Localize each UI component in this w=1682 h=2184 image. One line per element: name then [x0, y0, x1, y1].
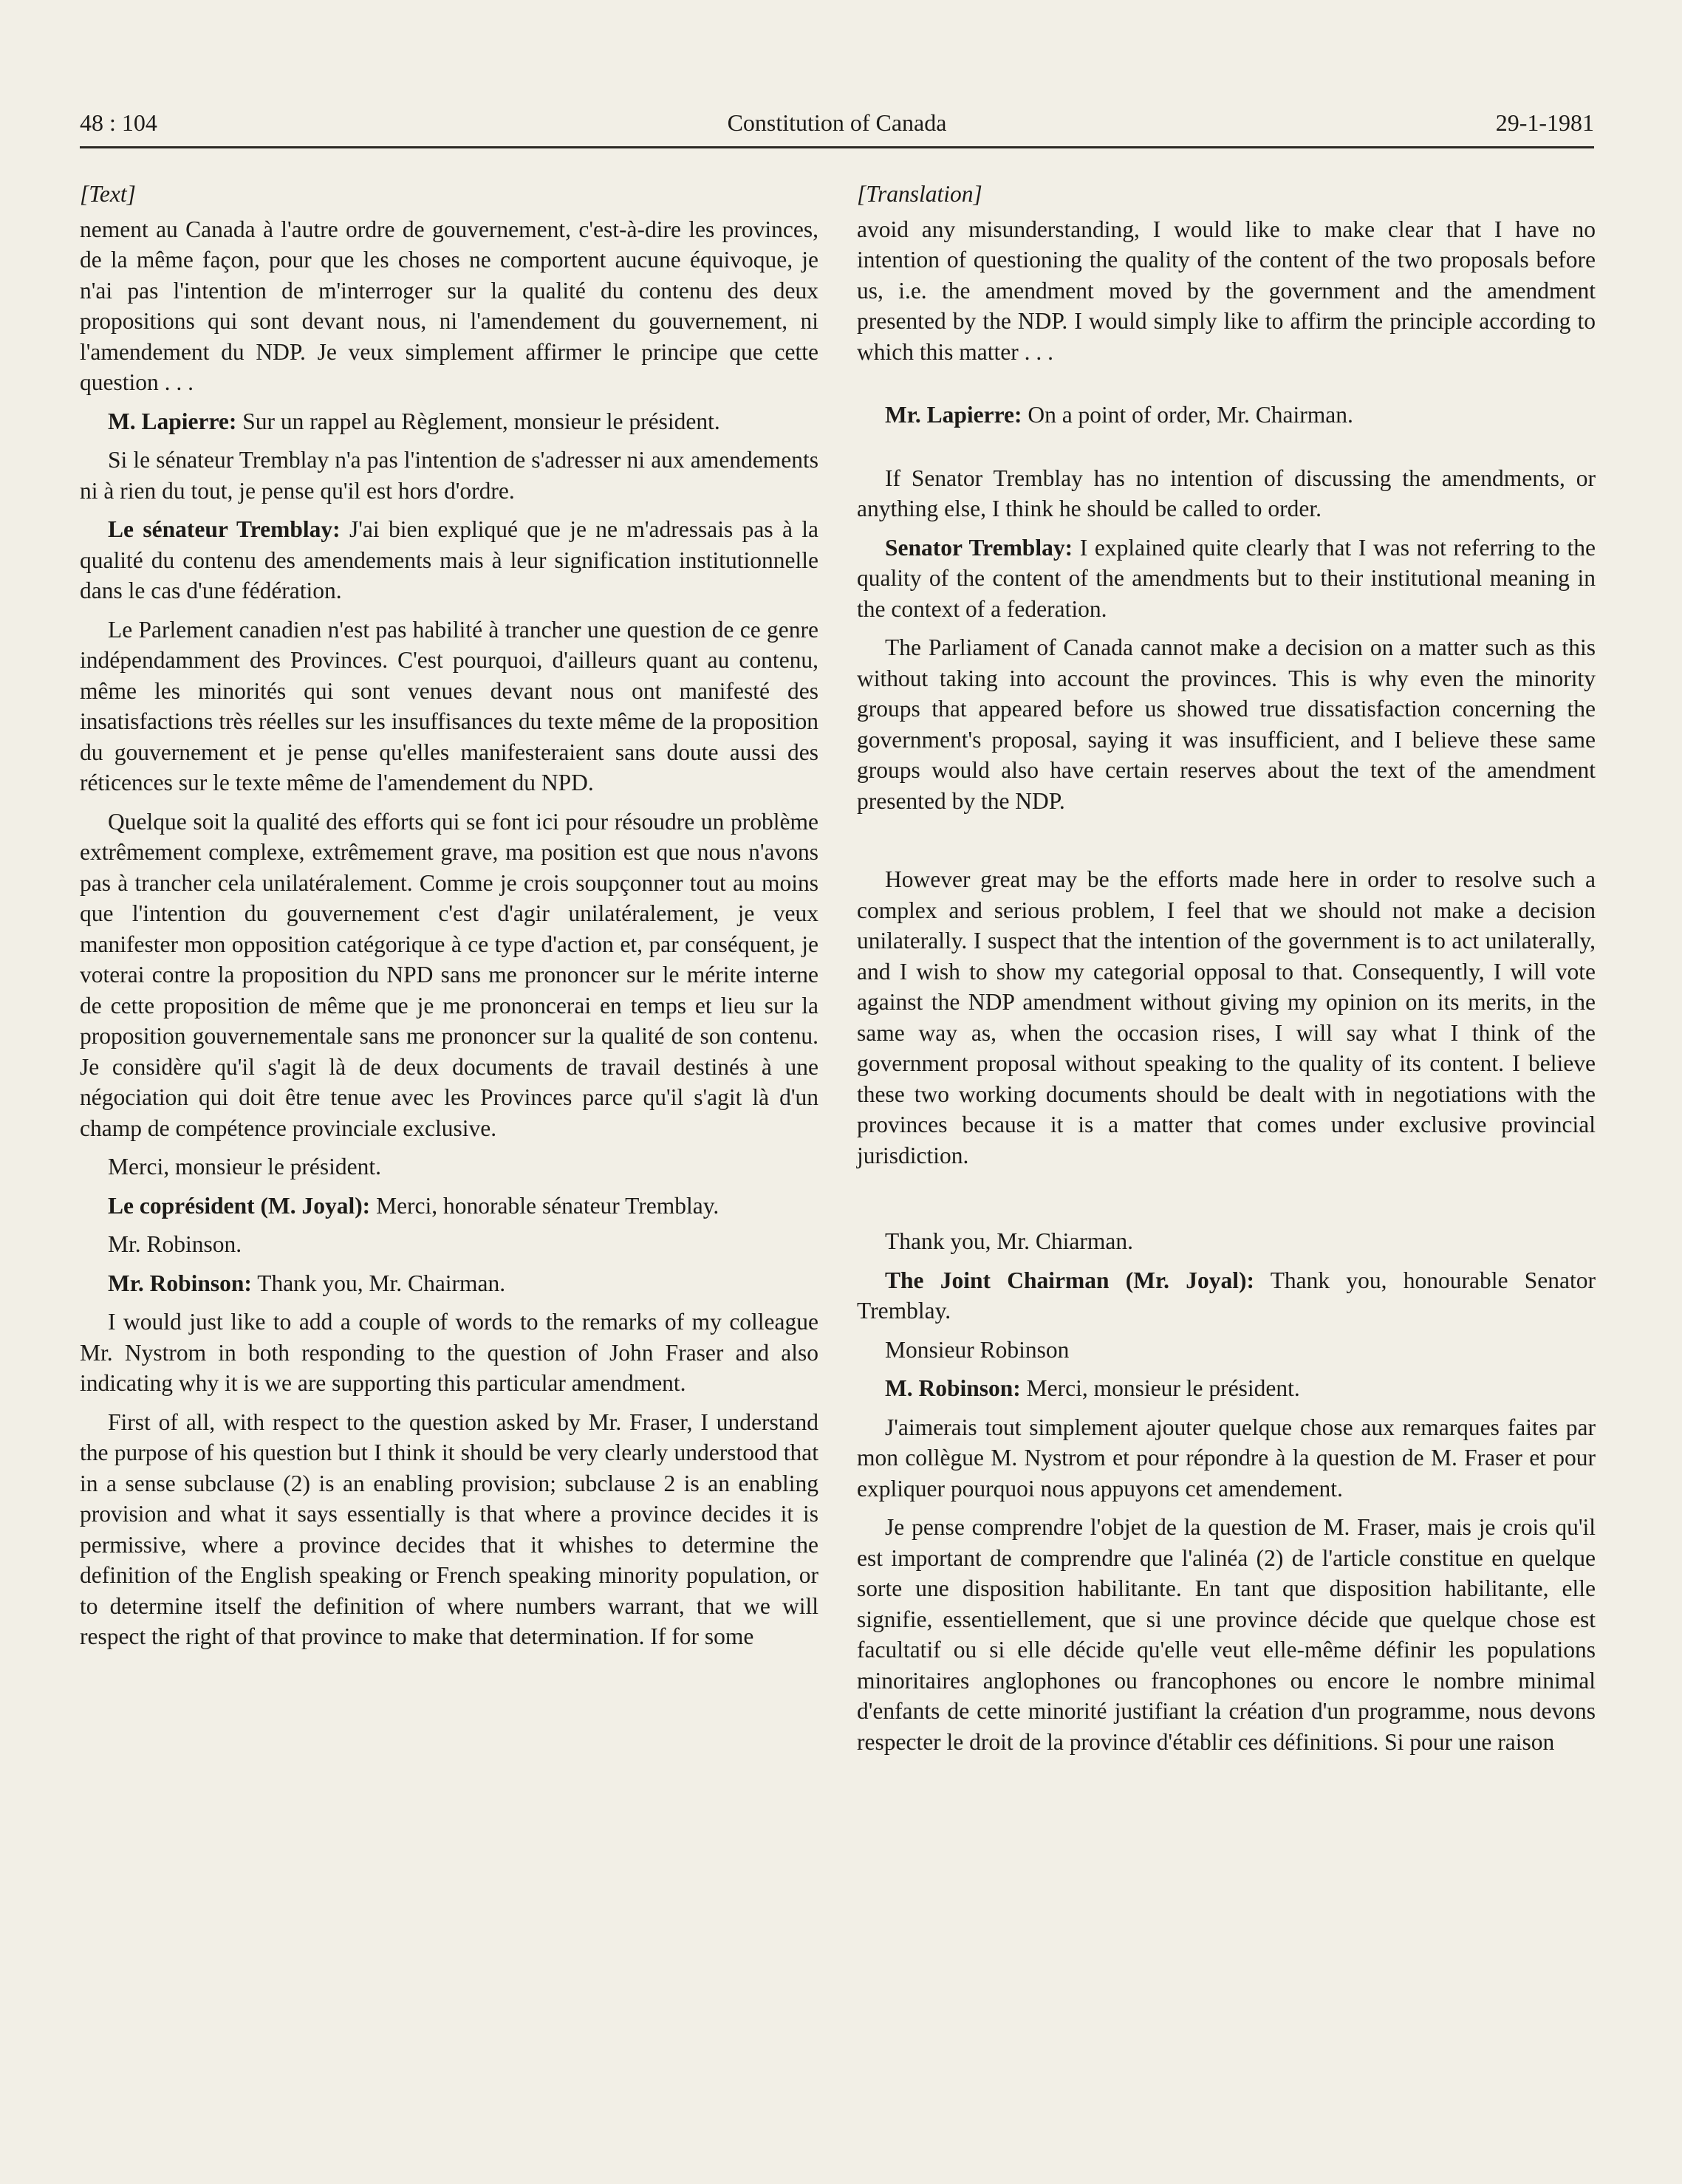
paragraph: If Senator Tremblay has no intention of discussing the amendments, or anything else, I think he should be called to order. [857, 465, 1596, 521]
page-number: 48 : 104 [80, 109, 157, 136]
speaker-name: Le coprésident (M. Joyal): [108, 1192, 371, 1219]
speaker-paragraph [80, 406, 818, 437]
column-label: [Translation] [857, 181, 982, 207]
paragraph: First of all, with respect to the question asked by Mr. Fraser, I understand the purpose of his question but I think it should be very clearly understood that in a sense subclause (2) is an enabling provision; subclause 2 is an enabling provision and what it says essentially is that where a province decides it is permissive, where a province decides that it whishes to determine the definition of the English speaking or French speaking minority population, or to determine itself the definition of where numbers warrant, that we will respect the right of that province to make that determination. If for some [80, 1408, 818, 1649]
paragraph: However great may be the efforts made here in order to resolve such a complex and serious problem, I feel that we should not make a decision unilaterally. I suspect that the intention of the government is to act unilaterally, and I wish to show my categorial opposal to that. Consequently, I will vote against the NDP amendment without giving my opinion on its merits, in the same way as, when the occasion rises, I will say what I think of the government proposal without speaking to the quality of its content. I believe these two working documents should be dealt with in negotiations with the provinces because it is a matter that comes under exclusive provincial jurisdiction. [857, 866, 1596, 1168]
speaker-paragraph [857, 533, 1596, 625]
speaker-paragraph [80, 1268, 818, 1299]
paragraph: Je pense comprendre l'objet de la question de M. Fraser, mais je crois qu'il est important de comprendre que l'alinéa (2) de l'article constitue en quelque sorte une disposition habilitante. En tant que disposition habilitante, elle signifie, essentiellement, que si une province décide que quelque chose est facultatif ou si elle décide qu'elle veut elle-même définir les populations minoritaires anglophones ou francophones ou encore le nombre minimal d'enfants de cette minorité justifiant la création d'un programme, nous devons respecter le droit de la province d'établir ces définitions. Si pour une raison [857, 1514, 1596, 1755]
speaker-name: M. Lapierre: [108, 408, 237, 434]
speaker-paragraph [857, 1373, 1596, 1404]
spacer [857, 1179, 1596, 1226]
speaker-paragraph [857, 400, 1596, 431]
paragraph: Thank you, Mr. Chiarman. [885, 1228, 1133, 1254]
paragraph: Merci, monsieur le président. [108, 1154, 382, 1180]
running-header [80, 105, 1594, 148]
paragraph: avoid any misunderstanding, I would like to make clear that I have no intention of questioning the quality of the content of the two proposals before us, i.e. the amendment moved by the government and the amendment presented by the NDP. I would simply like to affirm the principle according to which this matter . . . [857, 216, 1596, 365]
speech-text: On a point of order, Mr. Chairman. [1022, 402, 1353, 428]
speaker-paragraph [80, 1191, 818, 1222]
left-column-text [80, 179, 818, 1660]
speaker-name: Mr. Lapierre: [885, 402, 1022, 428]
speech-text: J'ai bien expliqué que je ne m'adressais pas à la qualité du contenu des amendements mais à leur signification institutionnelle dans le cas d'une fédération. [80, 516, 819, 603]
speaker-paragraph [80, 514, 818, 606]
paragraph: Mr. Robinson. [108, 1231, 242, 1257]
paragraph: I would just like to add a couple of words to the remarks of my colleague Mr. Nystrom in both responding to the question of John Fraser and also indicating why it is we are supporting this particular amendment. [80, 1309, 818, 1396]
paragraph: J'aimerais tout simplement ajouter quelque chose aux remarques faites par mon collègue M. Nystrom et pour répondre à la question de M. Fraser et pour expliquer pourquoi nous appuyons cet amendement. [857, 1414, 1596, 1502]
speech-text: Thank you, honourable Senator Tremblay. [857, 1267, 1596, 1324]
speaker-paragraph [857, 1265, 1596, 1327]
speaker-name: Senator Tremblay: [885, 534, 1073, 561]
paragraph: The Parliament of Canada cannot make a decision on a matter such as this without taking into account the provinces. This is why even the minority groups that appeared before us showed true dissatisfaction concerning the government's proposal, saying it was insufficient, and I believe these same groups would also have certain reserves about the text of the amendment presented by the NDP. [857, 634, 1596, 814]
document-title: Constitution of Canada [727, 109, 947, 136]
paragraph: Quelque soit la qualité des efforts qui se font ici pour résoudre un problème extrêmement complexe, extrêmement grave, ma position est que nous n'avons pas à trancher cela unilatéralement. Comme je crois soupçonner tout au moins que l'intention du gouvernement c'est d'agir unilatéralement, je veux manifester mon opposition catégorique à ce type d'action et, par conséquent, je voterai contre la proposition du NPD sans me prononcer sur le mérite interne de cette proposition de même que je me prononcerai en temps et lieu sur la proposition gouvernementale sans me prononcer sur la qualité de son contenu. Je considère qu'il s'agit là de deux documents de travail destinés à une négociation qui doit être tenue avec les Provinces parce qu'il s'agit là d'un champ de compétence provinciale exclusive. [80, 808, 818, 1141]
paragraph: nement au Canada à l'autre ordre de gouvernement, c'est-à-dire les provinces, de la même façon, pour que les choses ne comportent aucune équivoque, je n'ai pas l'intention de m'interroger sur la qualité du contenu des deux propositions qui sont devant nous, ni l'amendement du gouvernement, ni l'amendement du NDP. Je veux simplement affirmer le principe que cette question . . . [80, 216, 818, 395]
paragraph: Le Parlement canadien n'est pas habilité à trancher une question de ce genre indépendamment des Provinces. C'est pourquoi, d'ailleurs quant au contenu, même les minorités qui sont venues devant nous ont manifesté des insatisfactions très réelles sur les insuffisances du texte même de la proposition du gouvernement et je pense qu'elles manifesteraient sans doute aussi des réticences sur le texte même de l'amendement du NPD. [80, 616, 818, 795]
spacer [857, 375, 1596, 400]
paragraph: Si le sénateur Tremblay n'a pas l'intention de s'adresser ni aux amendements ni à rien du tout, je pense qu'il est hors d'ordre. [80, 447, 818, 504]
speech-text: I explained quite clearly that I was not referring to the quality of the content of the amendments but to their institutional meaning in the context of a federation. [857, 534, 1596, 622]
spacer [857, 824, 1596, 864]
spacer [857, 439, 1596, 463]
header-date: 29-1-1981 [1495, 109, 1594, 136]
speaker-name: Mr. Robinson: [108, 1270, 252, 1296]
speaker-name: The Joint Chairman (Mr. Joyal): [885, 1267, 1254, 1293]
speaker-name: M. Robinson: [885, 1375, 1021, 1401]
speech-text: Merci, honorable sénateur Tremblay. [370, 1192, 719, 1219]
column-label: [Text] [80, 181, 136, 207]
speaker-name: Le sénateur Tremblay: [108, 516, 341, 542]
paragraph: Monsieur Robinson [885, 1336, 1070, 1363]
right-column-translation [857, 179, 1596, 1765]
speech-text: Merci, monsieur le président. [1020, 1375, 1300, 1401]
speech-text: Thank you, Mr. Chairman. [251, 1270, 506, 1296]
speech-text: Sur un rappel au Règlement, monsieur le président. [236, 408, 720, 434]
